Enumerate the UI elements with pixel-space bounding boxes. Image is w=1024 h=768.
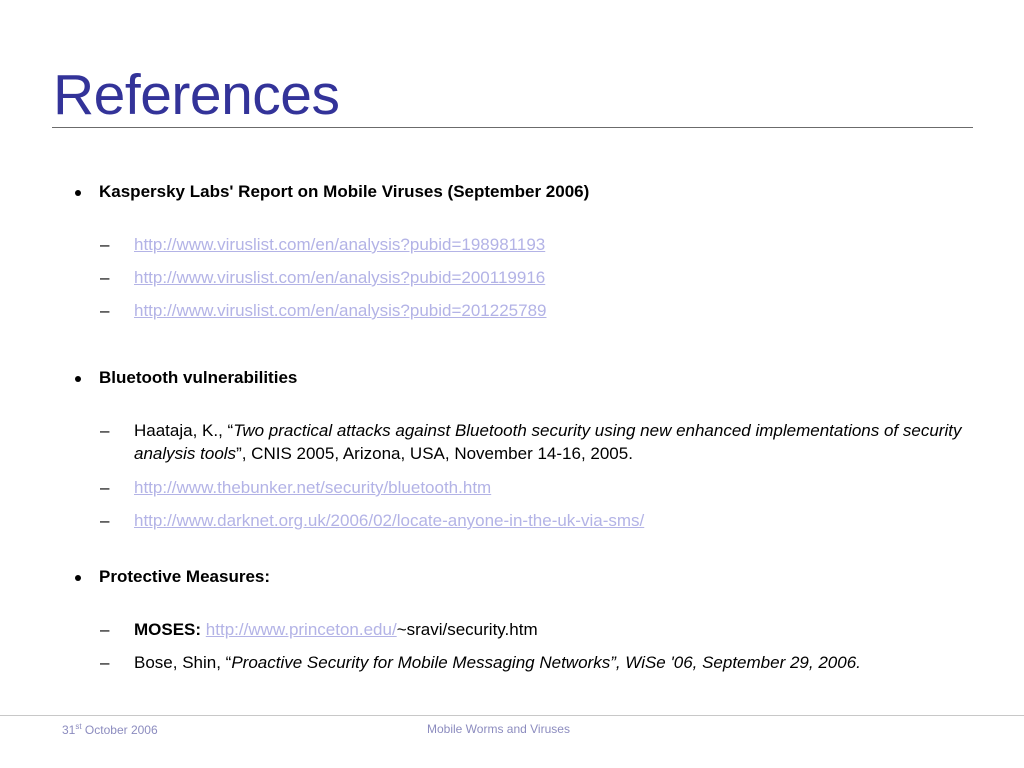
list-item	[100, 299, 980, 322]
link-suffix: ~sravi/security.htm	[396, 620, 538, 639]
reference-link[interactable]: http://www.princeton.edu/	[205, 620, 397, 639]
list-item	[100, 509, 980, 532]
reference-link[interactable]: http://www.darknet.org.uk/2006/02/locate-anyone-in-the-uk-via-sms/	[134, 511, 645, 530]
dash-icon: –	[100, 478, 110, 497]
dash-icon: –	[100, 620, 110, 639]
reference-link[interactable]: http://www.viruslist.com/en/analysis?pubid=201225789	[134, 301, 547, 320]
reference-link[interactable]: http://www.viruslist.com/en/analysis?pubid=200119916	[134, 268, 546, 287]
dash-icon: –	[100, 511, 110, 530]
bullet-heading: Kaspersky Labs' Report on Mobile Viruses (September 2006)	[99, 182, 590, 201]
footer-date: 31st October 2006	[62, 722, 158, 737]
title-divider	[52, 127, 973, 128]
bullet-dot-icon	[75, 376, 81, 382]
dash-icon: –	[100, 235, 110, 254]
reference-link[interactable]: http://www.thebunker.net/security/bluetooth.htm	[134, 478, 492, 497]
bullet-kaspersky	[75, 181, 589, 203]
reference-link[interactable]: http://www.viruslist.com/en/analysis?pubid=198981193	[134, 235, 546, 254]
list-item	[100, 618, 980, 641]
bullet-heading: Bluetooth vulnerabilities	[99, 368, 298, 387]
footer-title: Mobile Worms and Viruses	[427, 722, 570, 736]
citation-text: Haataja, K., “Two practical attacks against Bluetooth security using new enhanced implementations of security analysis tools”, CNIS 2005, Arizona, USA, November 14-16, 2005.	[134, 421, 962, 463]
dash-icon: –	[100, 301, 110, 320]
slide-title: References	[53, 63, 340, 127]
dash-icon: –	[100, 653, 110, 672]
list-item	[100, 266, 980, 289]
bullet-dot-icon	[75, 190, 81, 196]
bullet-protective-measures	[75, 566, 270, 588]
bullet-dot-icon	[75, 575, 81, 581]
list-item	[100, 651, 980, 674]
footer-divider	[0, 715, 1024, 716]
list-item	[100, 419, 980, 465]
dash-icon: –	[100, 268, 110, 287]
list-item	[100, 233, 980, 256]
citation-text: Bose, Shin, “Proactive Security for Mobile Messaging Networks”, WiSe '06, September 29, 2006.	[134, 653, 861, 672]
bullet-heading: Protective Measures:	[99, 567, 271, 586]
moses-label: MOSES:	[134, 620, 202, 639]
bullet-bluetooth	[75, 367, 297, 389]
list-item	[100, 476, 980, 499]
dash-icon: –	[100, 421, 110, 440]
